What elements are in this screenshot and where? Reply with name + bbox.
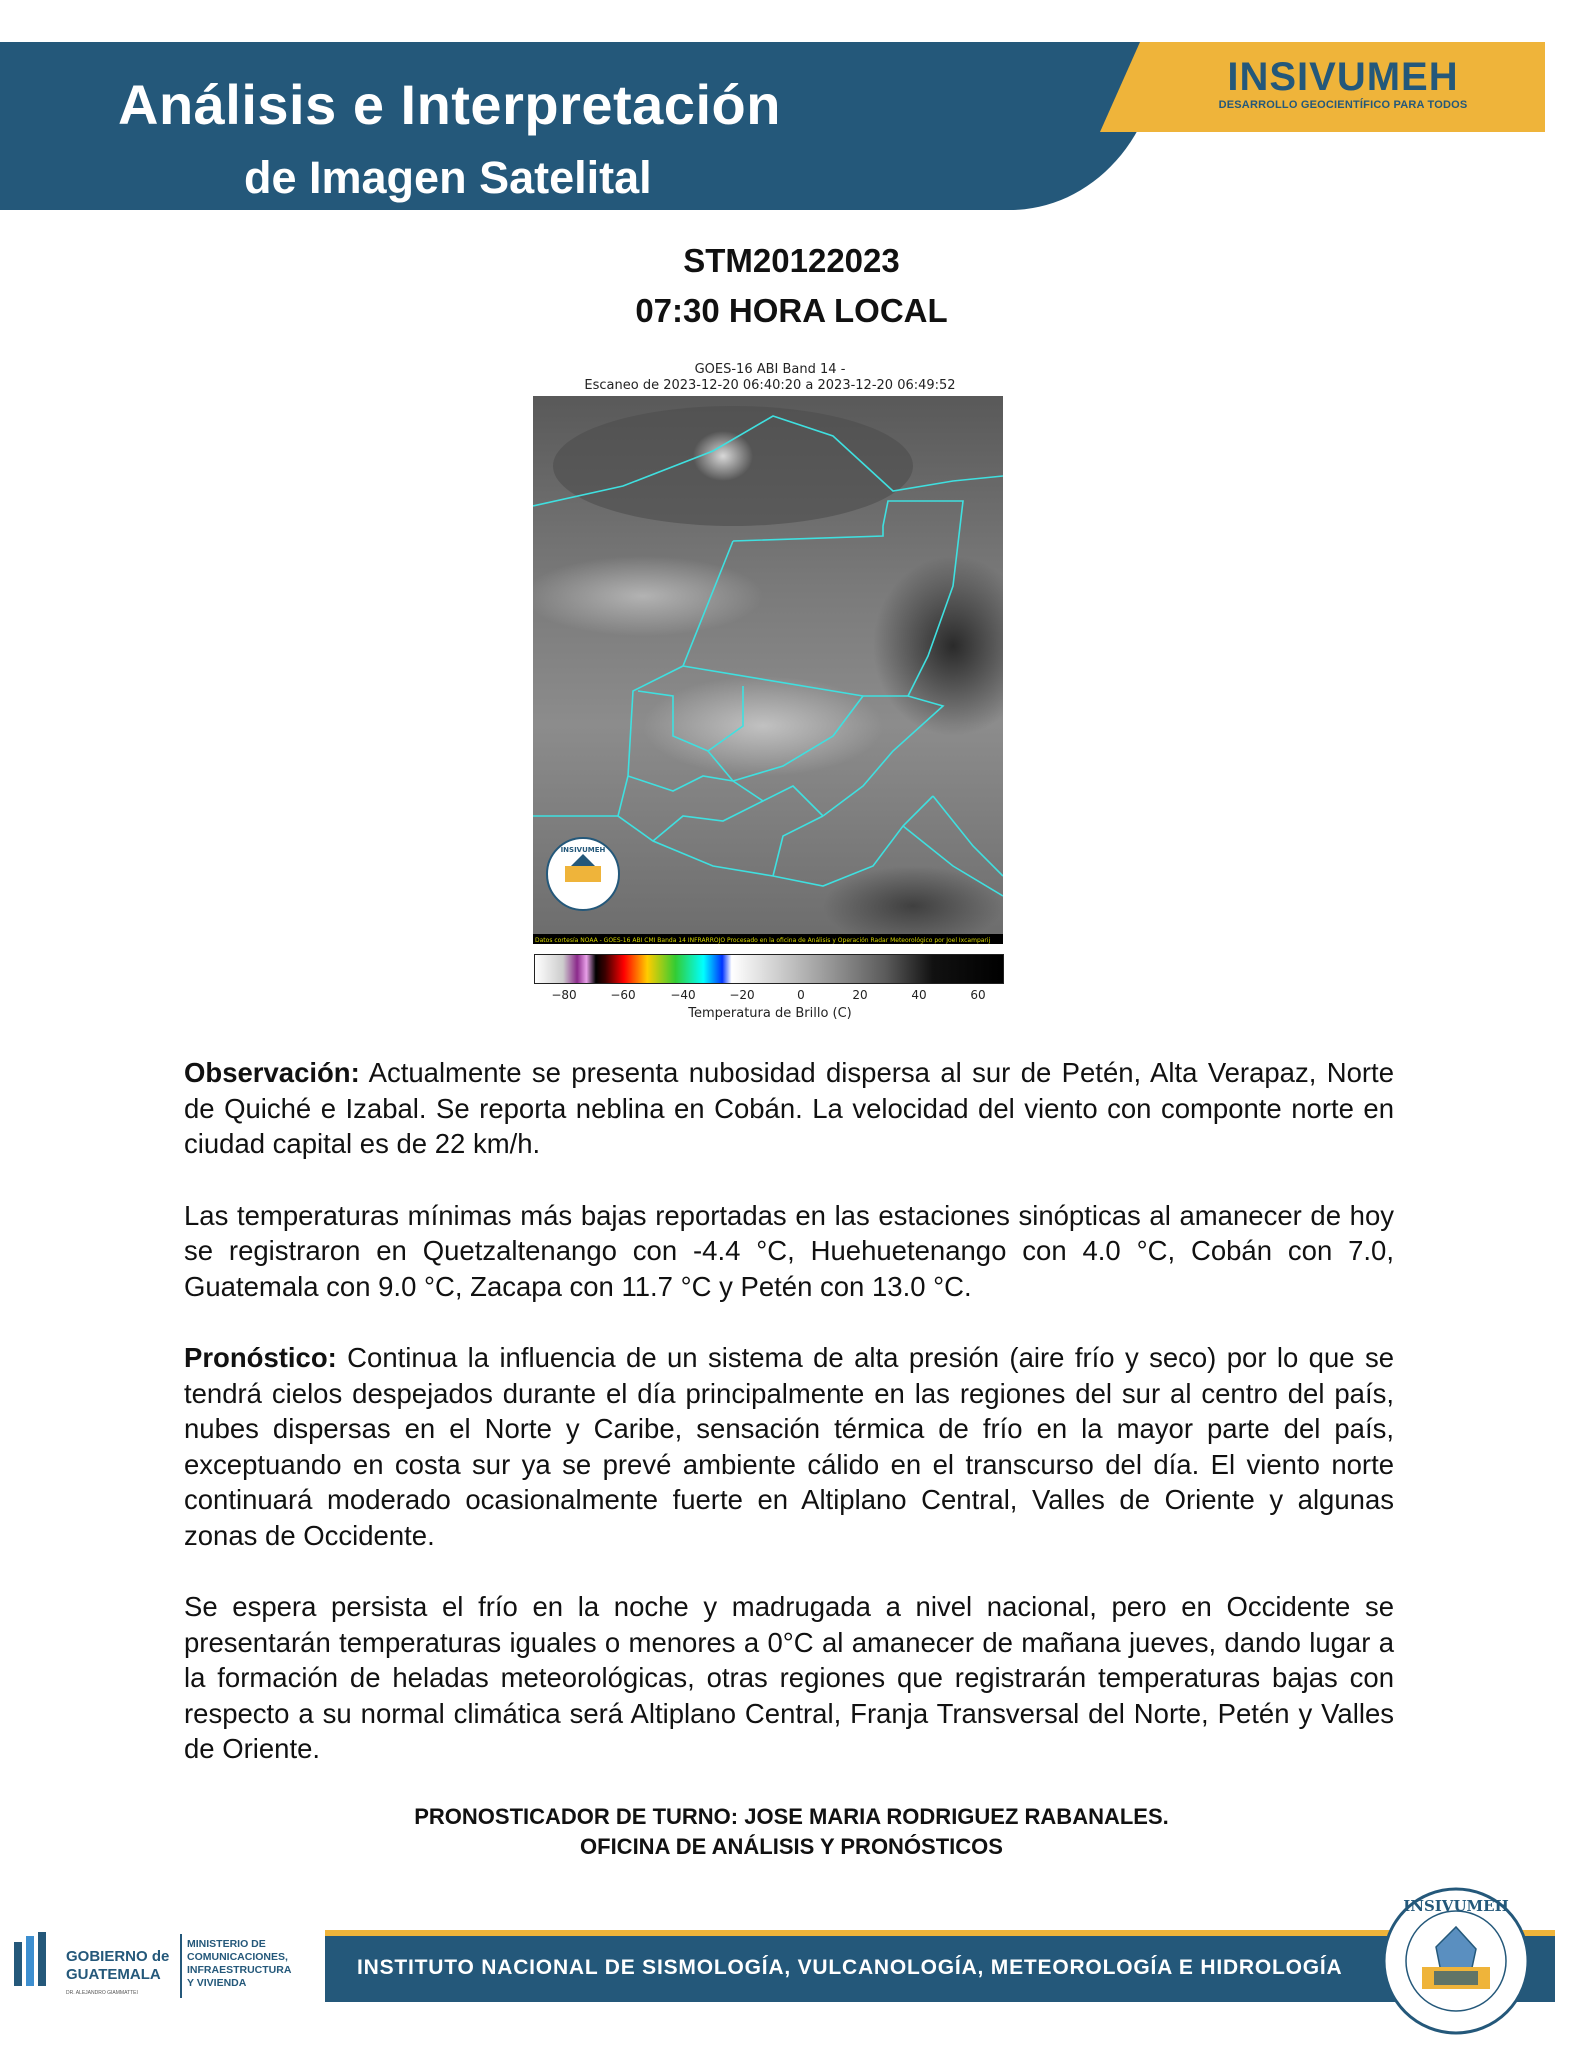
forecaster-line: PRONOSTICADOR DE TURNO: JOSE MARIA RODRIGUEZ RABANALES. <box>414 1804 1169 1829</box>
colorbar-tick: 0 <box>797 988 805 1002</box>
cloud-patch <box>643 676 883 776</box>
insivumeh-seal <box>1382 1887 1530 2035</box>
government-logo <box>14 1926 314 2006</box>
seal-text: INSIVUMEH <box>560 846 606 854</box>
forecast-label: Pronóstico: <box>184 1342 337 1373</box>
ministry-line: MINISTERIO DE <box>187 1938 266 1950</box>
satellite-figure <box>528 360 1012 1024</box>
cloud-patch <box>533 556 763 636</box>
page-subtitle: de Imagen Satelital <box>244 152 652 203</box>
temperatures-paragraph: Las temperaturas mínimas más bajas reportadas en las estaciones sinópticas al amanecer de hoy se registraron en Quetzaltenango con -4.4 °C, Huehuetenango con 4.0 °C, Cobán con 7.0, Guatemala con 9.0 °C, Zacapa con 11.7 °C y Petén con 13.0 °C. <box>184 1199 1394 1302</box>
brand-tagline: DESARROLLO GEOCIENTÍFICO PARA TODOS <box>1218 99 1468 111</box>
colorbar <box>534 954 1004 984</box>
report-time: 07:30 HORA LOCAL <box>635 292 948 329</box>
observation-text: Actualmente se presenta nubosidad dispersa al sur de Petén, Alta Verapaz, Norte de Quiché e Izabal. Se reporta neblina en Cobán. La velocidad del viento con componte norte en ciudad capital es de 22 km/h. <box>184 1057 1394 1159</box>
page-title: Análisis e Interpretación <box>118 73 781 136</box>
observation-label: Observación: <box>184 1057 360 1088</box>
colorbar-tick: 20 <box>852 988 868 1002</box>
footer-gold-line <box>325 1930 1555 1936</box>
forecast-text: Continua la influencia de un sistema de alta presión (aire frío y seco) por lo que se tendrá cielos despejados durante el día principalmente en las regiones del sur al centro del país, nubes dispersas en el Norte y Caribe, sensación térmica de frío en la mayor parte del país, exceptuando en costa sur ya se prevé ambiente cálido en el transcurso del día. El viento norte continuará moderado ocasionalmente fuerte en Altiplano Central, Valles de Oriente y algunas zonas de Occidente. <box>184 1342 1394 1551</box>
colorbar-tick: −80 <box>551 988 577 1002</box>
gov-small: DR. ALEJANDRO GIAMMATTEI <box>66 1990 138 1996</box>
seal-band <box>565 866 601 882</box>
report-body <box>184 1055 1394 1803</box>
ministry-name <box>187 1938 291 1990</box>
satellite-map-svg <box>533 396 1003 944</box>
night-forecast-paragraph: Se espera persista el frío en la noche y madrugada a nivel nacional, pero en Occidente se presentarán temperaturas iguales o menores a 0°C al amanecer de mañana jueves, dando lugar a la formación de heladas meteorológicas, otras regiones que registrarán temperaturas bajas con respecto a su normal climática será Altiplano Central, Franja Transversal del Norte, Petén y Valles de Oriente. <box>184 1591 1394 1764</box>
gov-line1: GOBIERNO de <box>66 1948 170 1965</box>
seal-text: INSIVUMEH <box>1403 1897 1509 1915</box>
brand-name: INSIVUMEH <box>1227 55 1459 99</box>
institute-name: INSTITUTO NACIONAL DE SISMOLOGÍA, VULCANOLOGÍA, METEOROLOGÍA E HIDROLOGÍA <box>357 1956 1343 1979</box>
colorbar-ticks <box>528 988 1012 1004</box>
figure-caption-line2: Escaneo de 2023-12-20 06:40:20 a 2023-12-20 06:49:52 <box>584 378 956 393</box>
ministry-line: Y VIVIENDA <box>187 1977 247 1989</box>
colorbar-tick: −40 <box>670 988 696 1002</box>
figure-credit: Datos cortesía NOAA - GOES-16 ABI CMI Banda 14 INFRARROJO Procesado en la oficina de Análisis y Operación Radar Meteorológico por Joel Ixcamparij <box>535 937 991 944</box>
figure-caption-line1: GOES-16 ABI Band 14 - <box>694 362 846 377</box>
gov-separator <box>180 1934 182 1998</box>
report-code: STM20122023 <box>683 242 900 279</box>
insivumeh-logo <box>1178 55 1508 111</box>
gov-name <box>66 1948 169 2002</box>
seal-building-icon <box>1434 1971 1478 1985</box>
colorbar-label: Temperatura de Brillo (C) <box>688 1006 852 1021</box>
ministry-line: INFRAESTRUCTURA <box>187 1964 292 1976</box>
colorbar-tick: 40 <box>911 988 927 1002</box>
watermark-seal <box>547 838 619 910</box>
observation-paragraph <box>184 1055 1394 1162</box>
office-line: OFICINA DE ANÁLISIS Y PRONÓSTICOS <box>580 1834 1003 1859</box>
satellite-image <box>533 396 1003 944</box>
header-banner <box>0 42 1545 210</box>
ministry-line: COMUNICACIONES, <box>187 1951 288 1963</box>
dark-sea-patch <box>823 866 1003 944</box>
gov-line2: GUATEMALA <box>66 1966 161 1983</box>
colorbar-tick: −20 <box>729 988 755 1002</box>
colorbar-tick: 60 <box>970 988 986 1002</box>
colorbar-tick: −60 <box>610 988 636 1002</box>
footer-band <box>325 1930 1555 2002</box>
forecast-paragraph <box>184 1340 1394 1553</box>
gov-bars-icon <box>14 1932 54 1990</box>
